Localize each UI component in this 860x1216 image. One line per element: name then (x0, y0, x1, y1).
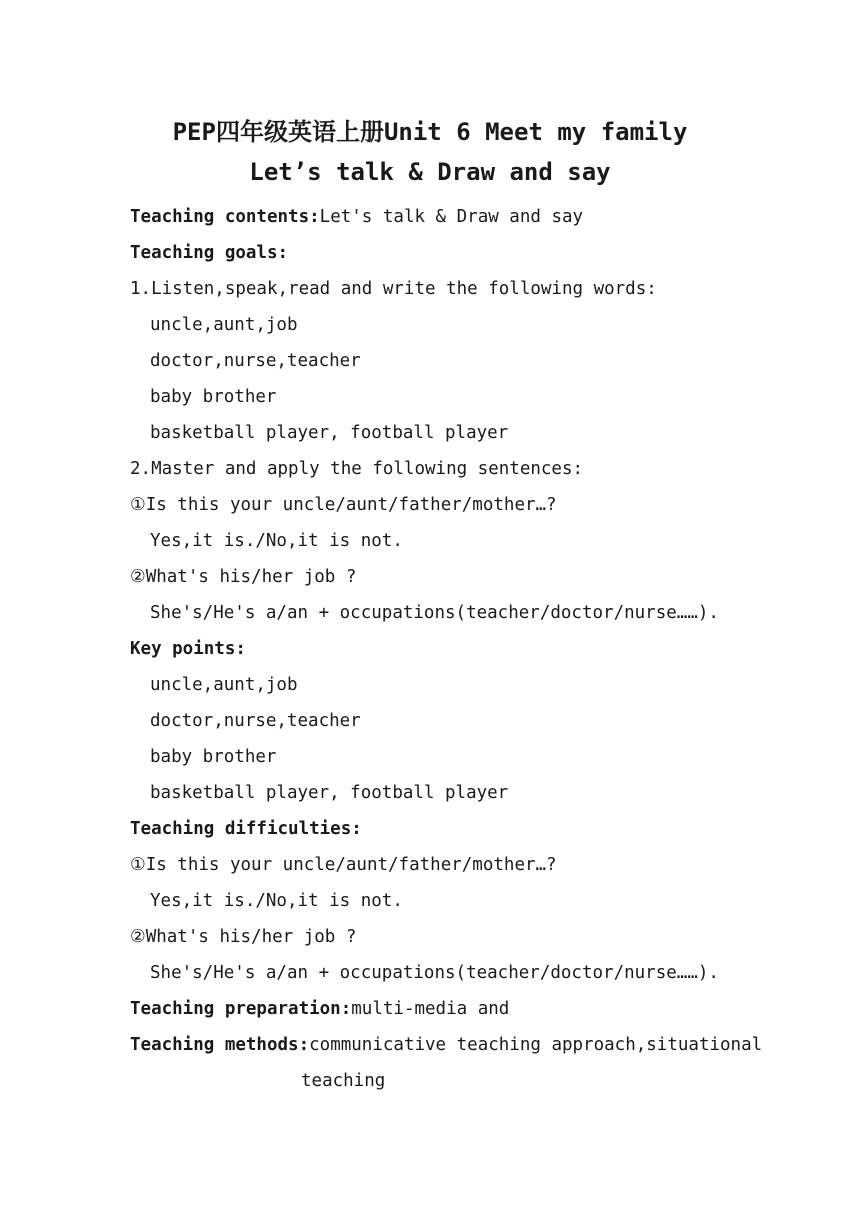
goal-sentence-line: Yes,it is./No,it is not. (150, 531, 403, 551)
goal-sentence-line: ①Is this your uncle/aunt/father/mother…? (130, 495, 557, 515)
goals-label: Teaching goals: (130, 243, 289, 263)
preparation-label: Teaching preparation: (130, 999, 352, 1019)
key-point-line: uncle,aunt,job (150, 675, 298, 695)
methods-value-continued: teaching (301, 1071, 386, 1091)
methods-row (130, 1027, 780, 1063)
preparation-value: multi-media and (351, 999, 510, 1019)
key-point-line: doctor,nurse,teacher (150, 711, 361, 731)
document-title: PEP四年级英语上册Unit 6 Meet my family (172, 118, 688, 146)
goal-sentence-line: ②What's his/her job ? (130, 567, 357, 587)
goal-word-line: basketball player, football player (150, 423, 509, 443)
goal-word-line: baby brother (150, 387, 277, 407)
difficulty-line: ②What's his/her job ? (130, 927, 357, 947)
goal-word-line: doctor,nurse,teacher (150, 351, 361, 371)
key-point-line: baby brother (150, 747, 277, 767)
goal-sentence-line: She's/He's a/an + occupations(teacher/doctor/nurse……). (150, 603, 719, 623)
difficulties-label: Teaching difficulties: (130, 819, 362, 839)
contents-row (130, 199, 780, 235)
key-point-line: basketball player, football player (150, 783, 509, 803)
goals-item1-heading: 1.Listen,speak,read and write the following words: (130, 279, 657, 299)
methods-label: Teaching methods: (130, 1035, 310, 1055)
goals-row (130, 235, 780, 271)
lesson-plan-body (130, 199, 780, 1099)
difficulty-line: ①Is this your uncle/aunt/father/mother…? (130, 855, 557, 875)
goal-word-line: uncle,aunt,job (150, 315, 298, 335)
key-points-row (130, 631, 780, 667)
contents-label: Teaching contents: (130, 207, 320, 227)
key-points-label: Key points: (130, 639, 246, 659)
methods-value: communicative teaching approach,situational (309, 1035, 763, 1055)
preparation-row (130, 991, 780, 1027)
goals-item2-heading: 2.Master and apply the following sentences: (130, 459, 584, 479)
contents-value: Let's talk & Draw and say (319, 207, 584, 227)
difficulty-line: Yes,it is./No,it is not. (150, 891, 403, 911)
document-subtitle: Let’s talk & Draw and say (249, 158, 611, 186)
difficulty-line: She's/He's a/an + occupations(teacher/doctor/nurse……). (150, 963, 719, 983)
difficulties-row (130, 811, 780, 847)
